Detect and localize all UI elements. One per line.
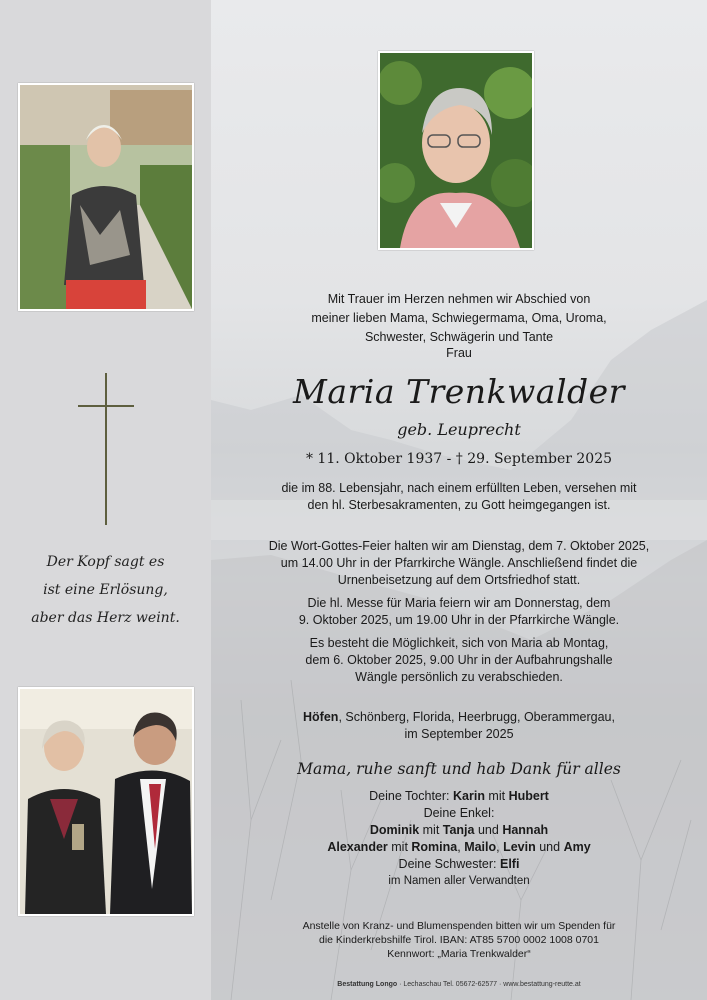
service-line: um 14.00 Uhr in der Pfarrkirche Wängle. Anschließend findet die (280, 556, 638, 570)
great-grandchild-name: Amy (563, 840, 591, 854)
great-grandchild-name: Romina (411, 840, 458, 854)
quote-line: Der Kopf sagt es (46, 554, 165, 570)
connector: mit (419, 823, 443, 837)
connector: und (535, 840, 564, 854)
quote-line: ist eine Erlösung, (43, 582, 168, 598)
family-list (211, 788, 707, 890)
places-text (211, 709, 707, 743)
quote-line: aber das Herz weint. (31, 610, 180, 626)
grandchild-name: Hannah (502, 823, 549, 837)
donation-text (211, 919, 707, 961)
intro-text (211, 290, 707, 347)
viewing-line: dem 6. Oktober 2025, 9.00 Uhr in der Aufbahrungshalle (305, 653, 613, 667)
age-text (211, 480, 707, 514)
footer-details: · Lechaschau Tel. 05672-62577 · www.bestattung-reutte.at (397, 981, 581, 988)
service-line: Urnenbeisetzung auf dem Ortsfriedhof statt. (337, 573, 581, 587)
age-line: den hl. Sterbesakramenten, zu Gott heimgegangen ist. (307, 498, 611, 512)
places-date: im September 2025 (404, 727, 514, 741)
donation-line: die Kinderkrebshilfe Tirol. IBAN: AT85 5700 0002 1008 0701 (319, 934, 599, 946)
title-frau: Frau (446, 346, 472, 360)
place-rest: , Schönberg, Florida, Heerbrugg, Oberammergau, (338, 710, 615, 724)
sister-name: Elfi (499, 857, 520, 871)
grandchildren-label: Deine Enkel: (423, 806, 495, 820)
donation-line: Kennwort: „Maria Trenkwalder“ (387, 948, 531, 960)
viewing-line: Wängle persönlich zu verabschieden. (355, 670, 563, 684)
photo-portrait (378, 51, 534, 250)
cross-icon (78, 373, 134, 525)
grandchild-name: Dominik (369, 823, 420, 837)
intro-line: Mit Trauer im Herzen nehmen wir Abschied von (327, 292, 591, 306)
place-first: Höfen (303, 710, 339, 724)
deceased-name: Maria Trenkwalder (293, 372, 625, 411)
quote (0, 548, 211, 632)
connector: mit (484, 789, 509, 803)
viewing-line: Es besteht die Möglichkeit, sich von Maria ab Montag, (309, 636, 609, 650)
service-text (211, 538, 707, 589)
age-line: die im 88. Lebensjahr, nach einem erfüllten Leben, versehen mit (281, 481, 637, 495)
great-grandchild-name: Levin (503, 840, 536, 854)
service-line: Die Wort-Gottes-Feier halten wir am Dienstag, dem 7. Oktober 2025, (268, 539, 650, 553)
birth-name: geb. Leuprecht (397, 420, 521, 439)
mass-line: Die hl. Messe für Maria feiern wir am Donnerstag, dem (307, 596, 611, 610)
donation-line: Anstelle von Kranz- und Blumenspenden bitten wir um Spenden für (302, 920, 616, 932)
great-grandchild-name: Mailo (464, 840, 497, 854)
intro-line: meiner lieben Mama, Schwiegermama, Oma, Uroma, (311, 311, 607, 325)
connector: und (474, 823, 503, 837)
daughter-name: Karin (453, 789, 485, 803)
daughter-partner: Hubert (508, 789, 549, 803)
sister-label: Deine Schwester: (398, 857, 500, 871)
connector: mit (387, 840, 412, 854)
relatives-text: im Namen aller Verwandten (388, 875, 530, 887)
grandchild-name: Alexander (327, 840, 388, 854)
daughter-label: Deine Tochter: (369, 789, 453, 803)
farewell-text: Mama, ruhe sanft und hab Dank für alles (297, 760, 621, 778)
viewing-text (211, 635, 707, 686)
footer (211, 981, 707, 988)
intro-line: Schwester, Schwägerin und Tante (364, 330, 554, 344)
life-dates: * 11. Oktober 1937 - † 29. September 2025 (305, 451, 613, 467)
photo-garden (18, 83, 194, 311)
mass-text (211, 595, 707, 629)
grandchild-partner: Tanja (442, 823, 475, 837)
connector: , (457, 840, 465, 854)
connector: , (496, 840, 504, 854)
photo-couple (18, 687, 194, 916)
mass-line: 9. Oktober 2025, um 19.00 Uhr in der Pfarrkirche Wängle. (298, 613, 620, 627)
footer-company: Bestattung Longo (337, 981, 398, 988)
